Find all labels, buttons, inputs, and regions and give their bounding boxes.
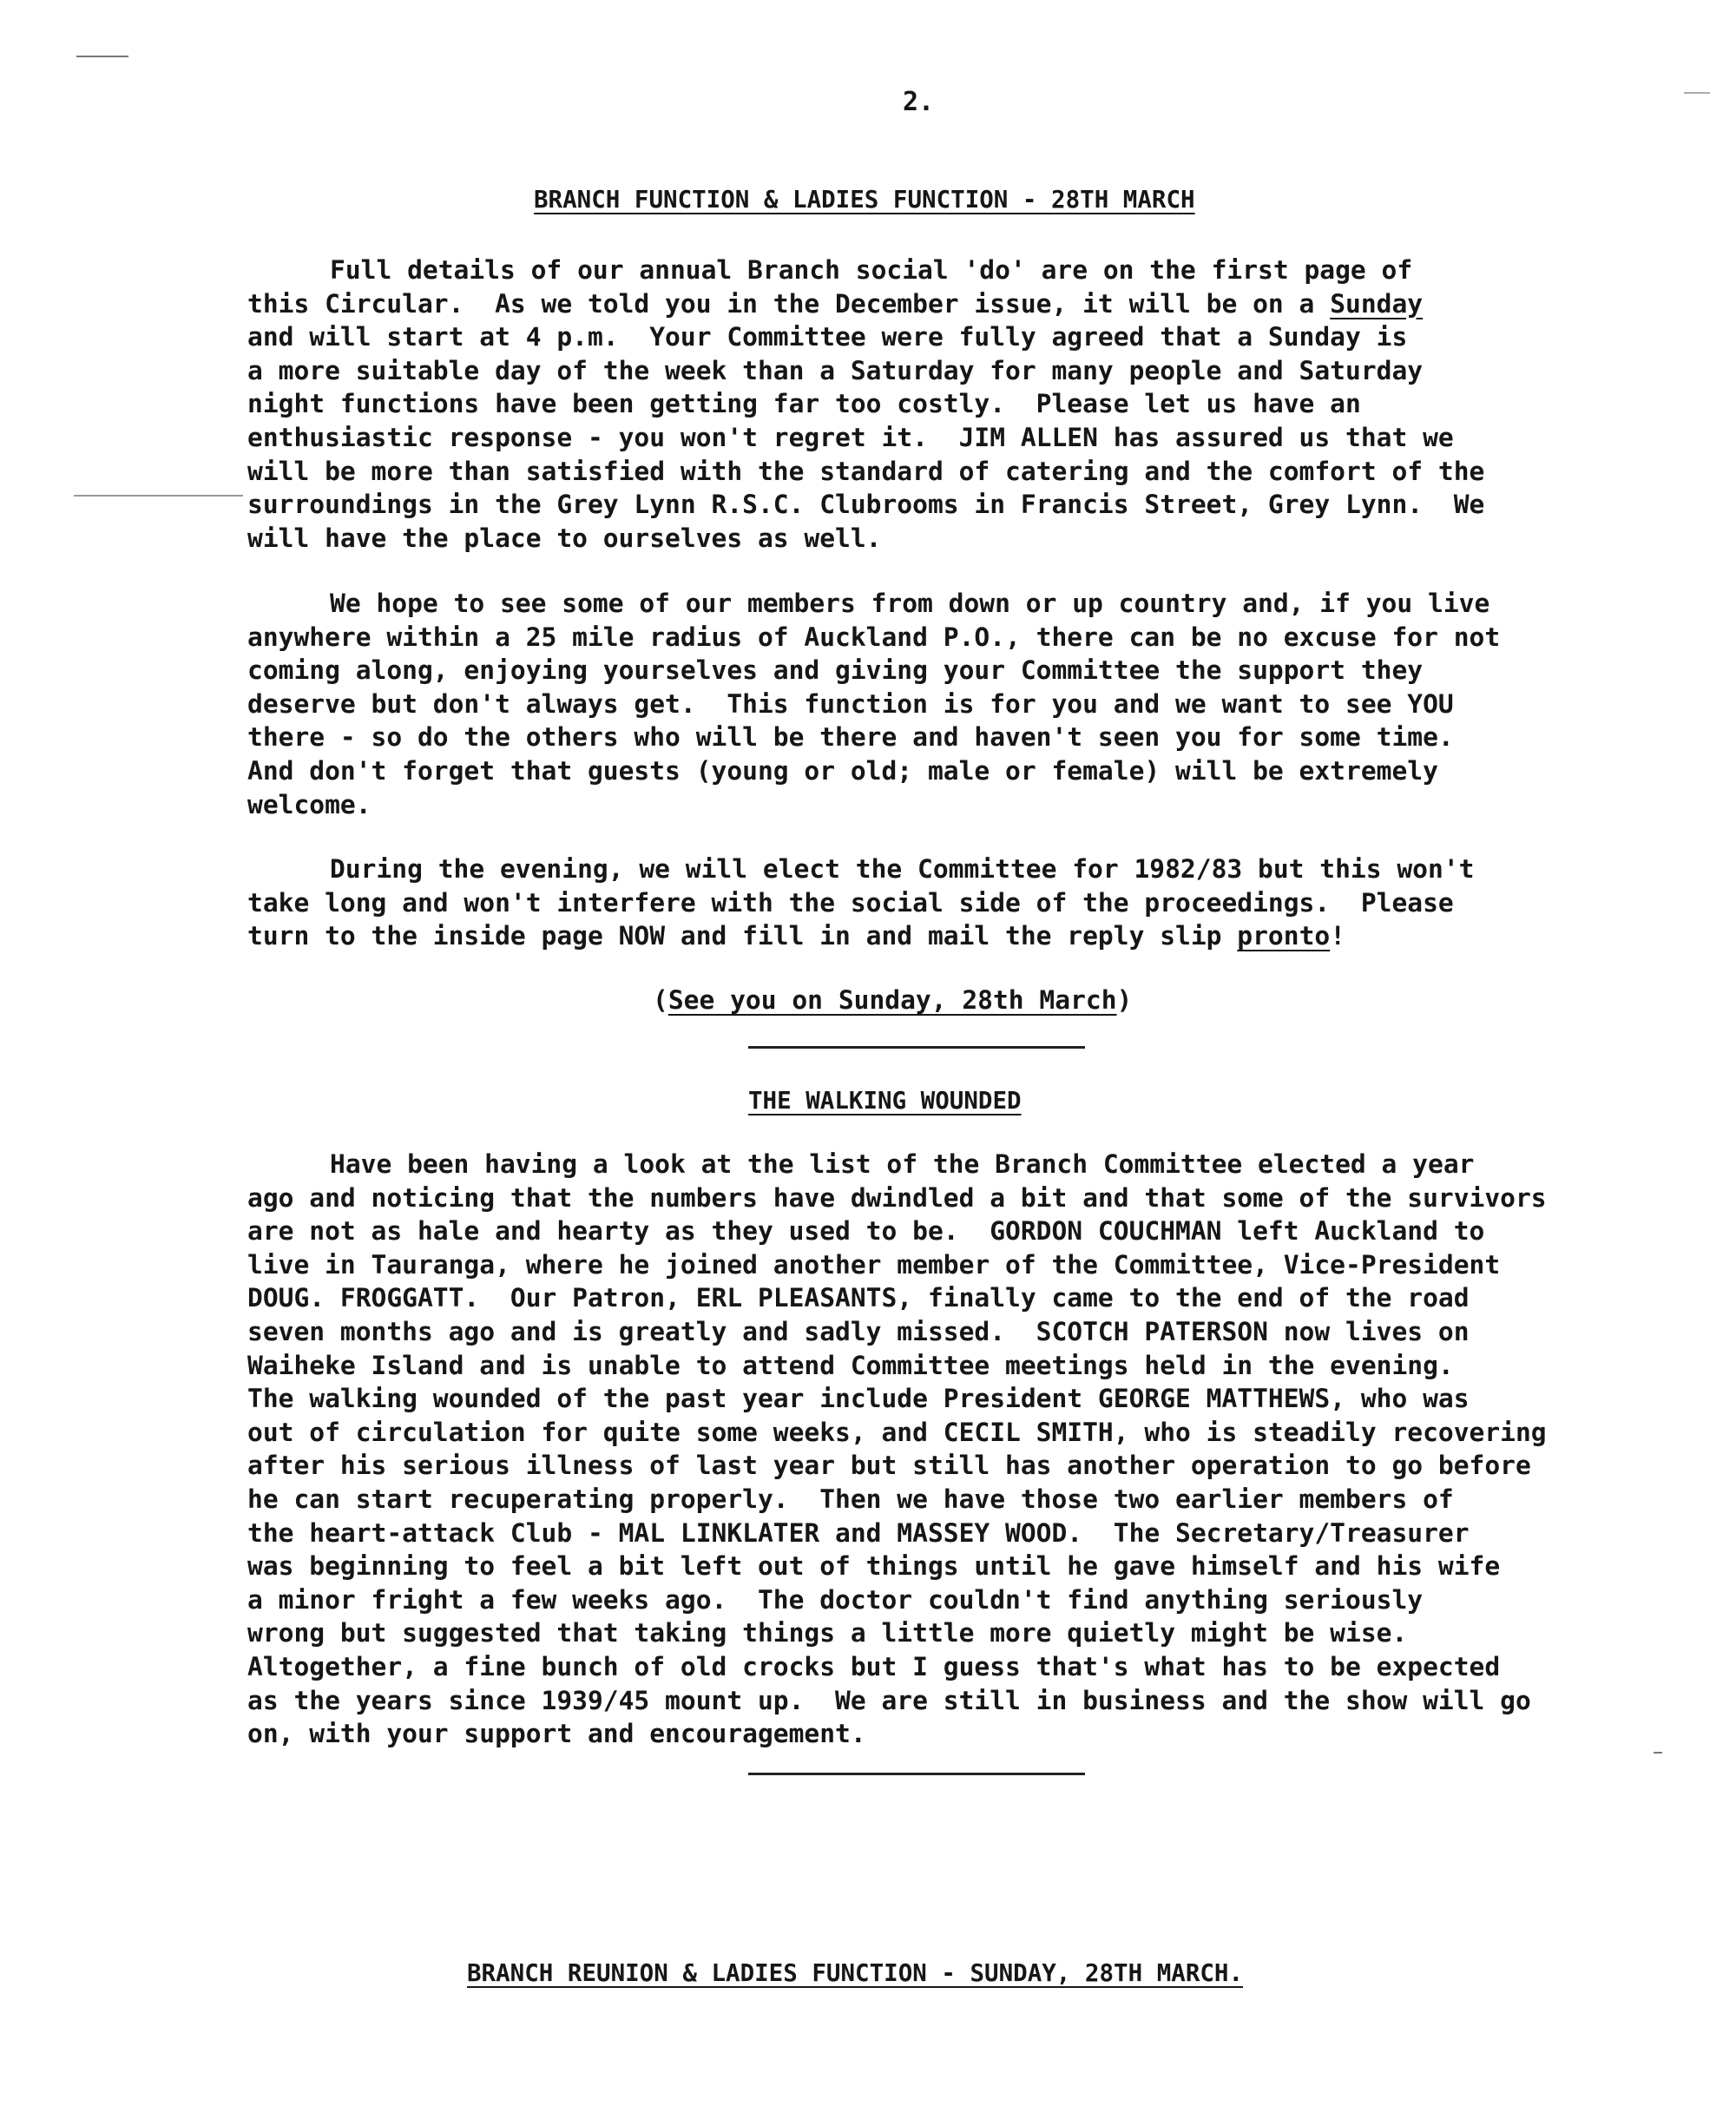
text-line: take long and won't interfere with the social side of the proceedings. Please [247,887,1454,918]
text-line: a minor fright a few weeks ago. The doctor couldn't find anything seriously [247,1584,1424,1615]
section1-paragraph-1 [247,253,1636,555]
section2-paragraph [247,1148,1636,1751]
text-line: after his serious illness of last year but still has another operation to go before [247,1451,1531,1481]
section1-paragraph-3 [247,852,1636,953]
text-line: anywhere within a 25 mile radius of Auckland P.O., there can be no excuse for not [247,622,1501,652]
text-line: Waiheke Island and is unable to attend Committee meetings held in the evening. [247,1350,1454,1380]
text-line: a more suitable day of the week than a Saturday for many people and Saturday [247,355,1424,385]
text-line: as the years since 1939/45 mount up. We are still in business and the show will go [247,1685,1531,1715]
sign-off-text: See you on Sunday, 28th March [667,985,1117,1015]
scan-mark [1684,92,1710,94]
underlined-word: Sunday [1330,288,1424,319]
divider [748,1046,1085,1049]
text-line: welcome. [247,789,372,819]
text-line: seven months ago and is greatly and sadly missed. SCOTCH PATERSON now lives on [247,1316,1470,1346]
text-line: he can start recuperating properly. Then we have those two earlier members of [247,1484,1454,1514]
text-line: During the evening, we will elect the Committee for 1982/83 but this won't [330,854,1475,884]
text-line: live in Tauranga, where he joined another member of the Committee, Vice-President [247,1249,1501,1280]
scan-mark [76,56,128,57]
text-line: And don't forget that guests (young or old; male or female) will be extremely [247,755,1438,786]
text-line: The walking wounded of the past year include President GEORGE MATTHEWS, who was [247,1384,1470,1414]
text-line: and will start at 4 p.m. Your Committee were fully agreed that a Sunday is [247,322,1408,352]
sign-off: (See you on Sunday, 28th March) [653,985,1133,1015]
text-line: will have the place to ourselves as well. [247,523,882,553]
text-line: enthusiastic response - you won't regret it. JIM ALLEN has assured us that we [247,422,1454,452]
text-line: Have been having a look at the list of the Branch Committee elected a year [330,1149,1475,1179]
section2-heading: THE WALKING WOUNDED [748,1087,1022,1115]
scan-mark [1654,1752,1662,1754]
text-line: was beginning to feel a bit left out of things until he gave himself and his wife [247,1551,1501,1582]
text-line: this Circular. As we told you in the December issue, it will be on a Sunday [247,288,1424,319]
section1-heading: BRANCH FUNCTION & LADIES FUNCTION - 28TH MARCH [534,186,1195,214]
scan-mark [74,495,243,497]
text-line: the heart-attack Club - MAL LINKLATER and MASSEY WOOD. The Secretary/Treasurer [247,1517,1470,1548]
text-line: wrong but suggested that taking things a little more quietly might be wise. [247,1618,1408,1648]
text-line: Full details of our annual Branch social 'do' are on the first page of [330,255,1413,285]
text-line: night functions have been getting far too costly. Please let us have an [247,389,1361,419]
text-line: deserve but don't always get. This function is for you and we want to see YOU [247,688,1454,719]
text-line: We hope to see some of our members from down or up country and, if you live [330,589,1490,618]
text-line: surroundings in the Grey Lynn R.S.C. Clubrooms in Francis Street, Grey Lynn. We [247,490,1485,520]
text-line: out of circulation for quite some weeks, and CECIL SMITH, who is steadily recovering [247,1417,1547,1447]
text-line: ago and noticing that the numbers have dwindled a bit and that some of the survivors [247,1182,1547,1213]
text-line: will be more than satisfied with the standard of catering and the comfort of the [247,456,1485,486]
text-line: Altogether, a fine bunch of old crocks but I guess that's what has to be expected [247,1651,1501,1681]
section1-paragraph-2 [247,587,1636,821]
text-line: are not as hale and hearty as they used to be. GORDON COUCHMAN left Auckland to [247,1216,1485,1247]
divider [748,1773,1085,1775]
footer-heading: BRANCH REUNION & LADIES FUNCTION - SUNDAY, 28TH MARCH. [467,1959,1244,1987]
page-number: 2. [903,87,935,117]
underlined-word: pronto [1237,921,1331,951]
text-line: coming along, enjoying yourselves and giving your Committee the support they [247,655,1424,686]
text-line: on, with your support and encouragement. [247,1719,866,1749]
text-line: DOUG. FROGGATT. Our Patron, ERL PLEASANTS, finally came to the end of the road [247,1283,1470,1313]
text-line: turn to the inside page NOW and fill in and mail the reply slip pronto! [247,921,1346,951]
text-line: there - so do the others who will be there and haven't seen you for some time. [247,722,1454,753]
